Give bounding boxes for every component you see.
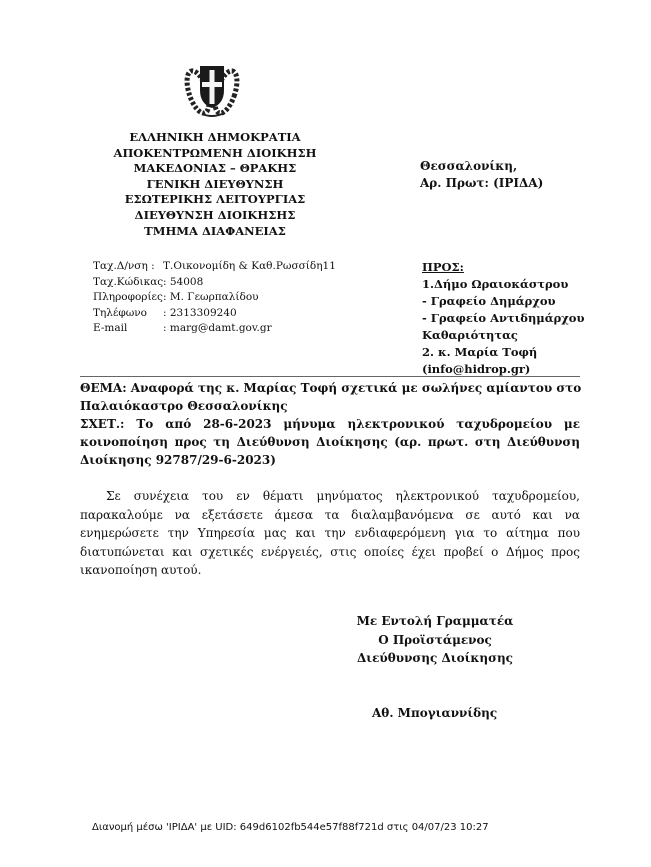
contact-value: : Μ. Γεωρπαλίδου [163,291,259,304]
header-line: ΔΙΕΥΘΥΝΣΗ ΔΙΟΙΚΗΣΗΣ [134,207,296,222]
signature-line: Διεύθυνσης Διοίκησης [357,651,513,665]
contact-label: Ταχ.Κώδικας [93,275,164,288]
contact-label: Ταχ.Δ/νση : [93,260,155,272]
body-line: ενημερώσετε την Υπηρεσία μας και την ενδιαφερόμενη για το αίτημα που [80,526,580,540]
contact-row [93,290,336,306]
greek-coat-of-arms-icon [180,56,244,120]
recipient-line: - Γραφείο Αντιδημάρχου [422,311,585,325]
city: Θεσσαλονίκη, [420,159,518,173]
reference-line: Διοίκησης 92787/29-6-2023) [80,453,276,467]
signature-line: Ο Προϊστάμενος [378,632,492,647]
body-line: διατυπώνεται και σχετικές ενέργειές, στις οποίες έχει προβεί ο Δήμος προς [80,544,580,559]
recipient-line: - Γραφείο Δημάρχου [422,294,556,308]
header-line: ΜΑΚΕΔΟΝΙΑΣ – ΘΡΑΚΗΣ [133,161,297,176]
subject-block [80,379,580,469]
signature-line: Με Εντολή Γραμματέα [356,614,514,628]
divider [80,376,580,377]
contact-value: : marg@damt.gov.gr [163,322,272,335]
recipient-line: Καθαριότητας [422,328,518,342]
body-paragraph [80,487,580,580]
contact-value: : 54008 [163,275,204,288]
body-line: Σε συνέχεια του εν θέματι μηνύματος ηλεκτρονικού ταχυδρομείου, [106,489,580,503]
recipients-block [422,259,584,378]
recipients-title: ΠΡΟΣ: [422,260,464,274]
contact-row [93,321,336,337]
distribution-footer: Διανομή μέσω 'ΙΡΙΔΑ' με UID: 649d6102fb544e57f88f721d στις 04/07/23 10:27 [92,822,489,833]
authority-header [95,130,335,239]
reference-line: ΣΧΕΤ.: Το από 28-6-2023 μήνυμα ηλεκτρονικού ταχυδρομείου με [80,417,580,431]
reference-line: κοινοποίηση προς τη Διεύθυνση Διοίκησης (αρ. πρωτ. στη Διεύθυνση [80,435,580,449]
contact-value: : 2313309240 [163,306,237,319]
recipient-line: (info@hidrop.gr) [422,362,531,376]
recipient-line: 1.Δήμο Ωραιοκάστρου [422,277,569,291]
header-line: ΕΛΛΗΝΙΚΗ ΔΗΜΟΚΡΑΤΙΑ [129,130,301,144]
place-protocol [420,158,543,192]
header-line: ΕΣΩΤΕΡΙΚΗΣ ΛΕΙΤΟΥΡΓΙΑΣ [124,192,306,207]
header-line: ΓΕΝΙΚΗ ΔΙΕΥΘΥΝΣΗ [146,176,284,191]
protocol-number: Αρ. Πρωτ: (ΙΡΙΔΑ) [420,176,544,190]
body-line: παρακαλούμε να εξετάσετε άμεσα τα διαλαμβανόμενα σε αυτό και να [80,507,580,522]
recipient-line: 2. κ. Μαρία Τοφή [422,345,538,359]
contact-details [93,259,336,337]
header-line: ΑΠΟΚΕΝΤΡΩΜΕΝΗ ΔΙΟΙΚΗΣΗ [113,145,317,160]
contact-label: E-mail [93,322,128,335]
contact-label: Πληροφορίες [93,291,163,304]
header-line: ΤΜΗΜΑ ΔΙΑΦΑΝΕΙΑΣ [144,223,286,238]
contact-value: Τ.Οικονομίδη & Καθ.Ρωσσίδη11 [163,260,336,272]
subject-line: Παλαιόκαστρο Θεσσαλονίκης [80,399,288,413]
body-line: ικανοποίηση αυτού. [80,563,202,577]
contact-row [93,259,336,275]
signature-block [355,612,515,668]
subject-line: ΘΕΜΑ: Αναφορά της κ. Μαρίας Τοφή σχετικά με σωλήνες αμίαντου στο [80,381,582,395]
contact-row [93,306,336,322]
signatory-name: Αθ. Μπογιαννίδης [372,706,498,720]
contact-label: Τηλέφωνο [93,306,148,319]
contact-row [93,275,336,291]
